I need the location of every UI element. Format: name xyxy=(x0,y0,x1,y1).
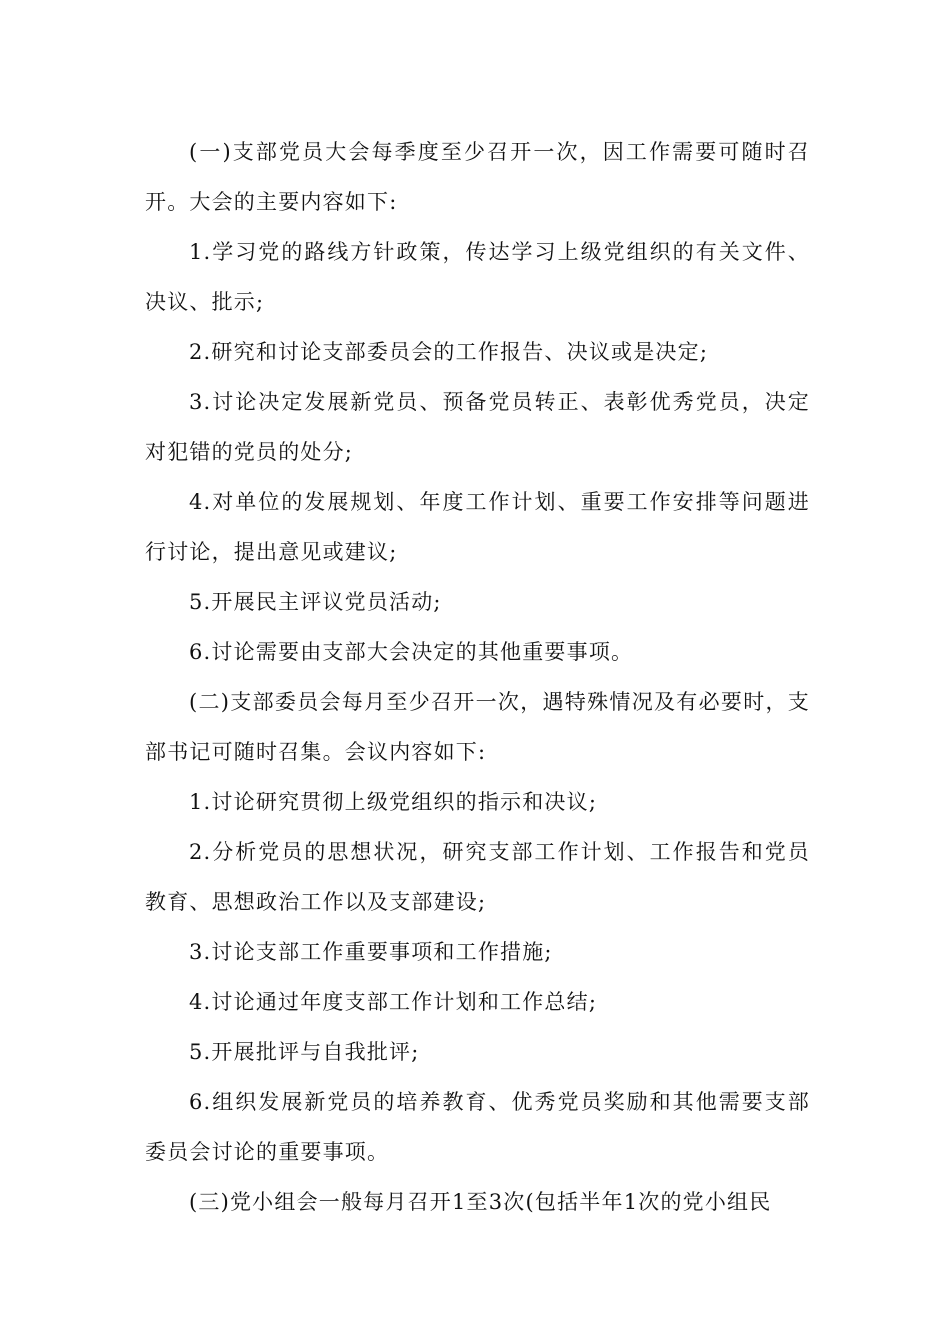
section-1-item-6: 6.讨论需要由支部大会决定的其他重要事项。 xyxy=(189,640,634,664)
section-1-item-4: 4.对单位的发展规划、年度工作计划、重要工作安排等问题进行讨论，提出意见或建议; xyxy=(145,490,810,564)
section-2-heading-paragraph: (二)支部委员会每月至少召开一次，遇特殊情况及有必要时，支部书记可随时召集。会议内容如下: xyxy=(145,690,810,764)
section-2-item-2: 2.分析党员的思想状况，研究支部工作计划、工作报告和党员教育、思想政治工作以及支部建设; xyxy=(145,840,810,914)
section-3-heading-paragraph: (三)党小组会一般每月召开1至3次(包括半年1次的党小组民 xyxy=(189,1190,772,1214)
section-1-item-5: 5.开展民主评议党员活动; xyxy=(189,590,442,614)
section-1-item-3: 3.讨论决定发展新党员、预备党员转正、表彰优秀党员，决定对犯错的党员的处分; xyxy=(145,390,810,464)
document-body xyxy=(145,127,810,1227)
section-2-item-6: 6.组织发展新党员的培养教育、优秀党员奖励和其他需要支部委员会讨论的重要事项。 xyxy=(145,1090,810,1164)
section-2-item-4: 4.讨论通过年度支部工作计划和工作总结; xyxy=(189,990,598,1014)
section-2-item-3: 3.讨论支部工作重要事项和工作措施; xyxy=(189,940,553,964)
section-1-item-1: 1.学习党的路线方针政策，传达学习上级党组织的有关文件、决议、批示; xyxy=(145,240,810,314)
section-2-item-5: 5.开展批评与自我批评; xyxy=(189,1040,420,1064)
section-1-heading-paragraph: (一)支部党员大会每季度至少召开一次，因工作需要可随时召开。大会的主要内容如下: xyxy=(145,140,810,214)
section-1-item-2: 2.研究和讨论支部委员会的工作报告、决议或是决定; xyxy=(189,340,709,364)
section-2-item-1: 1.讨论研究贯彻上级党组织的指示和决议; xyxy=(189,790,598,814)
